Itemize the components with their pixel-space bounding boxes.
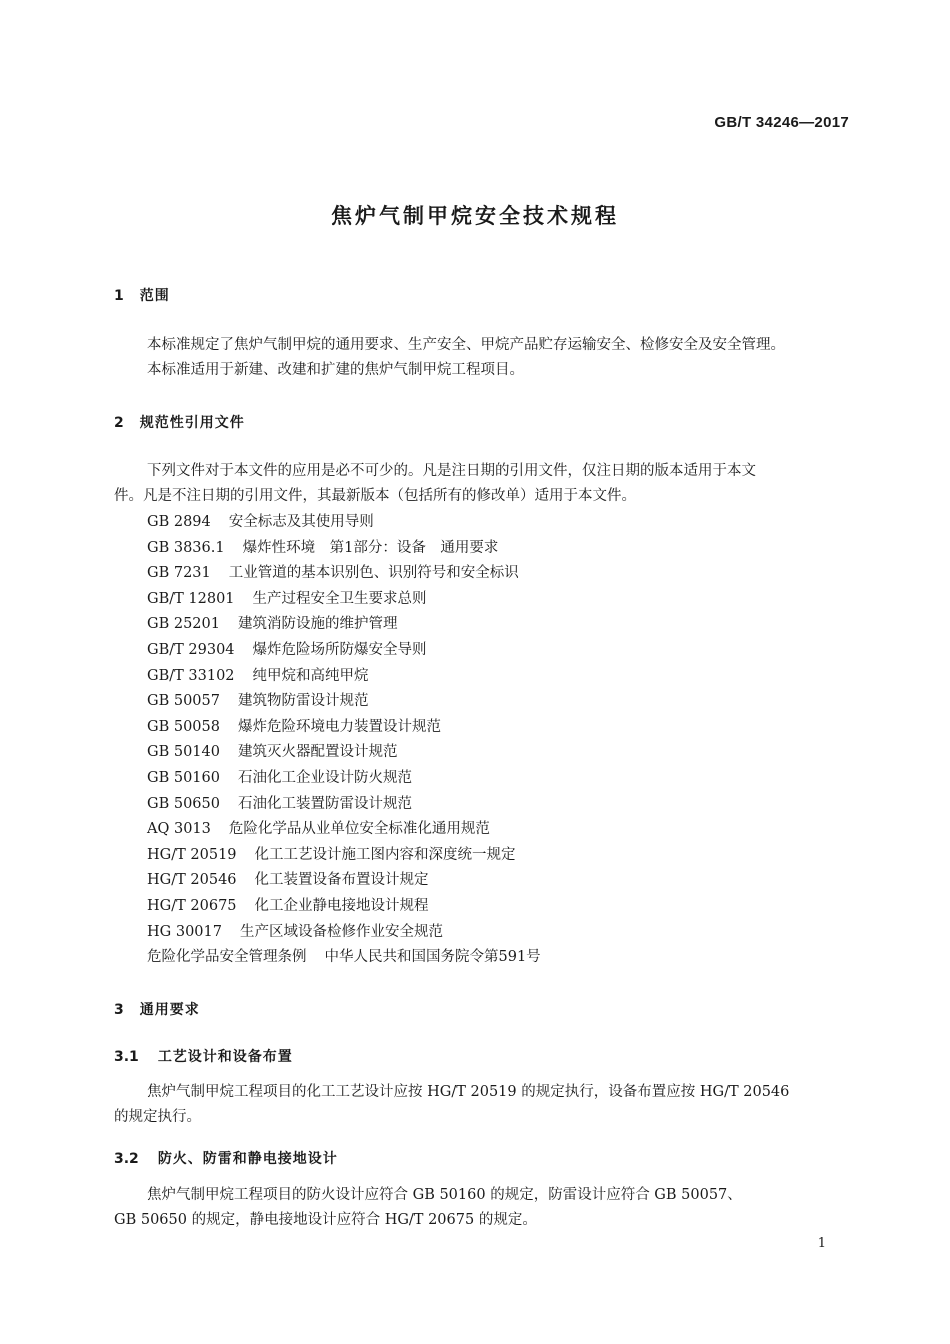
reference-code: GB 50058 [147, 718, 220, 735]
reference-title: 危险化学品从业单位安全标准化通用规范 [228, 821, 490, 838]
reference-item [147, 510, 541, 536]
reference-list [147, 510, 541, 971]
reference-item [147, 817, 541, 843]
reference-item [147, 843, 541, 869]
reference-code: GB 2894 [147, 514, 211, 530]
section-title: 通用要求 [139, 1002, 200, 1018]
paragraph-line: 件。凡是不注日期的引用文件，其最新版本（包括所有的修改单）适用于本文件。 [114, 488, 636, 504]
section-title: 规范性引用文件 [139, 415, 245, 431]
reference-item [147, 689, 541, 715]
reference-item [147, 587, 541, 613]
document-title: 焦炉气制甲烷安全技术规程 [331, 204, 619, 228]
section-number: 1 [114, 288, 124, 304]
reference-item [147, 664, 541, 690]
section-1-body [114, 333, 850, 383]
reference-code: GB/T 29304 [147, 641, 235, 658]
reference-title: 化工企业静电接地设计规程 [254, 897, 429, 914]
reference-code: GB 50650 [147, 795, 220, 812]
paragraph-line: GB 50650 的规定，静电接地设计应符合 HG/T 20675 的规定。 [114, 1212, 537, 1228]
reference-item [147, 868, 541, 894]
reference-title: 爆炸性环境 第1部分：设备 通用要求 [242, 539, 499, 556]
reference-item [147, 536, 541, 562]
reference-title: 石油化工装置防雷设计规范 [237, 795, 412, 812]
reference-title: 生产区域设备检修作业安全规范 [239, 923, 443, 940]
reference-title: 安全标志及其使用导则 [228, 514, 374, 530]
section-3-2-body [114, 1183, 850, 1233]
reference-title: 工业管道的基本识别色、识别符号和安全标识 [228, 565, 519, 582]
reference-title: 纯甲烷和高纯甲烷 [252, 667, 369, 684]
reference-code: GB/T 33102 [147, 667, 235, 684]
section-2-heading [114, 412, 245, 432]
paragraph: 本标准适用于新建、改建和扩建的焦炉气制甲烷工程项目。 [147, 362, 524, 378]
reference-item [147, 715, 541, 741]
reference-title: 建筑灭火器配置设计规范 [237, 744, 398, 761]
reference-title: 建筑消防设施的维护管理 [237, 616, 398, 633]
reference-code: 危险化学品安全管理条例 [147, 949, 307, 966]
reference-title: 生产过程安全卫生要求总则 [252, 590, 427, 607]
reference-item [147, 638, 541, 664]
section-title: 工艺设计和设备布置 [157, 1049, 293, 1065]
paragraph-line: 焦炉气制甲烷工程项目的防火设计应符合 GB 50160 的规定，防雷设计应符合 GB 50057、 [147, 1187, 742, 1203]
reference-title: 化工工艺设计施工图内容和深度统一规定 [254, 846, 516, 863]
reference-item [147, 920, 541, 946]
section-3-1-heading [114, 1046, 293, 1066]
reference-item [147, 740, 541, 766]
reference-code: HG/T 20675 [147, 897, 237, 914]
section-3-1-body [114, 1080, 850, 1130]
section-number: 3.1 [114, 1049, 139, 1065]
reference-code: GB 3836.1 [147, 539, 225, 556]
section-number: 3 [114, 1002, 124, 1018]
section-3-2-heading [114, 1148, 338, 1168]
reference-item [147, 561, 541, 587]
reference-code: HG 30017 [147, 923, 222, 940]
reference-title: 爆炸危险场所防爆安全导则 [252, 641, 427, 658]
reference-code: AQ 3013 [147, 821, 211, 838]
reference-title: 中华人民共和国国务院令第591号 [324, 949, 541, 966]
reference-code: GB 50140 [147, 744, 220, 761]
reference-item [147, 612, 541, 638]
reference-code: GB 25201 [147, 616, 220, 633]
reference-code: GB/T 12801 [147, 590, 235, 607]
page-number: 1 [817, 1236, 826, 1251]
reference-title: 建筑物防雷设计规范 [237, 693, 369, 710]
section-3-heading [114, 999, 200, 1019]
reference-code: HG/T 20546 [147, 872, 237, 889]
paragraph: 本标准规定了焦炉气制甲烷的通用要求、生产安全、甲烷产品贮存运输安全、检修安全及安全管理。 [147, 337, 785, 353]
paragraph-text: 焦炉气制甲烷工程项目的化工工艺设计应按 HG/T 20519 的规定执行，设备布置应按 HG/T 20546 [147, 1084, 790, 1100]
section-title: 防火、防雷和静电接地设计 [157, 1151, 338, 1167]
reference-code: GB 50057 [147, 693, 220, 710]
reference-code: GB 7231 [147, 565, 211, 582]
reference-item [147, 945, 541, 971]
reference-code: GB 50160 [147, 769, 220, 786]
reference-title: 爆炸危险环境电力装置设计规范 [237, 718, 441, 735]
paragraph-line: 下列文件对于本文件的应用是必不可少的。凡是注日期的引用文件，仅注日期的版本适用于本文 [147, 463, 756, 479]
section-number: 2 [114, 415, 124, 431]
reference-item [147, 792, 541, 818]
section-number: 3.2 [114, 1151, 139, 1167]
paragraph-line: 的规定执行。 [114, 1109, 201, 1125]
section-2-intro [114, 459, 850, 509]
reference-title: 化工装置设备布置设计规定 [254, 872, 429, 889]
reference-item [147, 894, 541, 920]
reference-code: HG/T 20519 [147, 846, 237, 863]
reference-item [147, 766, 541, 792]
paragraph-line [114, 1080, 850, 1105]
reference-title: 石油化工企业设计防火规范 [237, 769, 412, 786]
section-title: 范围 [139, 288, 170, 304]
section-1-heading [114, 285, 170, 305]
standard-number: GB/T 34246—2017 [714, 114, 849, 131]
